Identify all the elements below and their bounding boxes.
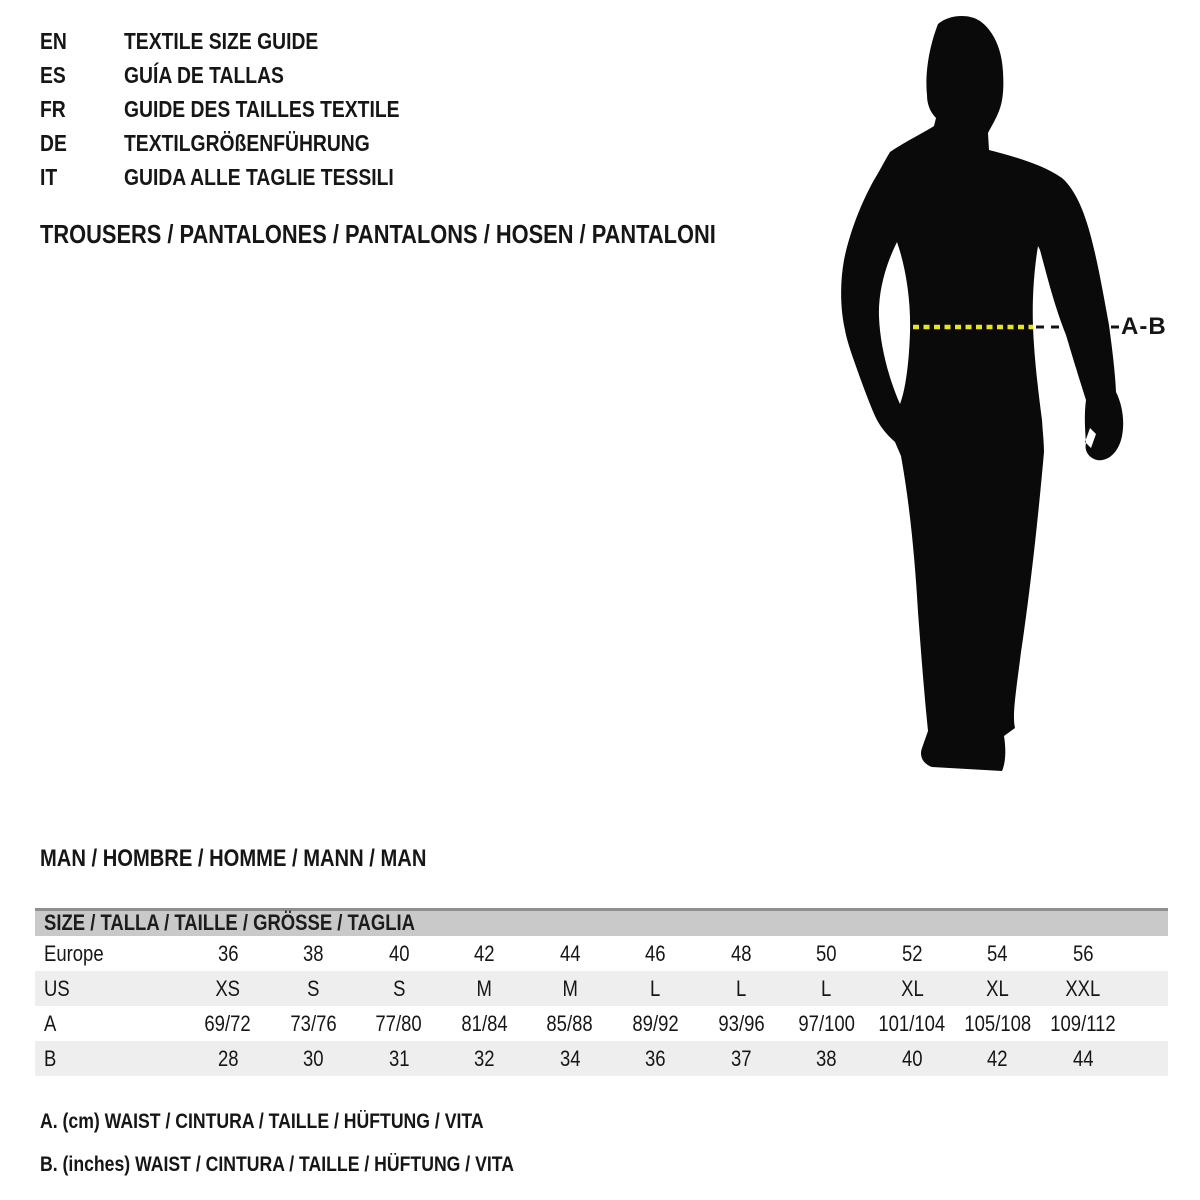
cell: 109/112 bbox=[1050, 1010, 1116, 1036]
lang-code: IT bbox=[40, 164, 58, 190]
cell: 44 bbox=[1072, 1045, 1094, 1071]
waist-measure-label: A-B bbox=[1121, 313, 1167, 340]
cell: 69/72 bbox=[204, 1010, 251, 1036]
table-row-a-cm bbox=[35, 1006, 1168, 1041]
cell: M bbox=[476, 975, 493, 1001]
product-line-heading: TROUSERS / PANTALONES / PANTALONS / HOSEN / PANTALONI bbox=[40, 219, 716, 249]
lang-title: GUIDA ALLE TAGLIE TESSILI bbox=[124, 164, 395, 190]
cell: 38 bbox=[816, 1045, 837, 1071]
lang-row-en bbox=[40, 24, 452, 58]
cell: 42 bbox=[987, 1045, 1008, 1071]
cell: 73/76 bbox=[290, 1010, 337, 1036]
lang-row-it bbox=[40, 160, 452, 194]
row-label: B bbox=[44, 1045, 57, 1071]
man-silhouette-path bbox=[841, 16, 1123, 771]
row-label: US bbox=[44, 975, 70, 1001]
size-table bbox=[35, 908, 1168, 1076]
cell: XXL bbox=[1065, 975, 1101, 1001]
cell: 40 bbox=[901, 1045, 923, 1071]
cell: XL bbox=[986, 975, 1009, 1001]
cell: 36 bbox=[217, 940, 239, 966]
cell: 77/80 bbox=[375, 1010, 422, 1036]
cell: 85/88 bbox=[546, 1010, 594, 1036]
lang-code: DE bbox=[40, 130, 67, 156]
cell: L bbox=[821, 975, 832, 1001]
lang-code: FR bbox=[40, 96, 66, 122]
lang-title: TEXTILE SIZE GUIDE bbox=[124, 28, 319, 54]
cell: 42 bbox=[474, 940, 495, 966]
row-label: Europe bbox=[44, 940, 104, 966]
cell: 48 bbox=[730, 940, 752, 966]
table-row-europe bbox=[35, 936, 1168, 971]
lang-title: GUIDE DES TAILLES TEXTILE bbox=[124, 96, 400, 122]
cell: 81/84 bbox=[461, 1010, 508, 1036]
row-label: A bbox=[44, 1010, 57, 1036]
lang-row-fr bbox=[40, 92, 452, 126]
cell: 101/104 bbox=[878, 1010, 946, 1036]
cell: S bbox=[307, 975, 320, 1001]
lang-code: EN bbox=[40, 28, 67, 54]
language-title-list bbox=[40, 24, 452, 194]
table-row-us bbox=[35, 971, 1168, 1006]
cell: 46 bbox=[645, 940, 666, 966]
cell: 38 bbox=[303, 940, 324, 966]
cell: L bbox=[735, 975, 747, 1001]
cell: 30 bbox=[303, 1045, 324, 1071]
lang-title: GUÍA DE TALLAS bbox=[124, 62, 285, 88]
lang-row-es bbox=[40, 58, 452, 92]
cell: 52 bbox=[901, 940, 923, 966]
size-table-header: SIZE / TALLA / TAILLE / GRÖSSE / TAGLIA bbox=[35, 908, 1168, 936]
cell: 44 bbox=[559, 940, 581, 966]
table-row-b-inches bbox=[35, 1041, 1168, 1076]
lang-title: TEXTILGRÖßENFÜHRUNG bbox=[124, 130, 371, 156]
lang-code: ES bbox=[40, 62, 66, 88]
cell: 28 bbox=[217, 1045, 239, 1071]
gender-heading: MAN / HOMBRE / HOMME / MANN / MAN bbox=[40, 845, 427, 872]
footnotes bbox=[40, 1100, 604, 1186]
cell: L bbox=[650, 975, 661, 1001]
footnote-b: B. (inches) WAIST / CINTURA / TAILLE / HÜFTUNG / VITA bbox=[40, 1153, 514, 1176]
cell: 31 bbox=[388, 1045, 410, 1071]
cell: 40 bbox=[388, 940, 410, 966]
cell: XS bbox=[215, 975, 241, 1001]
cell: 56 bbox=[1072, 940, 1094, 966]
cell: 50 bbox=[816, 940, 837, 966]
cell: M bbox=[562, 975, 578, 1001]
cell: 89/92 bbox=[632, 1010, 679, 1036]
man-silhouette-figure bbox=[820, 0, 1200, 820]
cell: 105/108 bbox=[964, 1010, 1032, 1036]
footnote-a: A. (cm) WAIST / CINTURA / TAILLE / HÜFTUNG / VITA bbox=[40, 1110, 484, 1133]
cell: 54 bbox=[987, 940, 1008, 966]
cell: 97/100 bbox=[798, 1010, 855, 1036]
cell: S bbox=[392, 975, 406, 1001]
cell: 93/96 bbox=[717, 1010, 765, 1036]
cell: 34 bbox=[559, 1045, 581, 1071]
cell: XL bbox=[900, 975, 924, 1001]
cell: 37 bbox=[730, 1045, 752, 1071]
lang-row-de bbox=[40, 126, 452, 160]
cell: 32 bbox=[474, 1045, 495, 1071]
cell: 36 bbox=[645, 1045, 666, 1071]
